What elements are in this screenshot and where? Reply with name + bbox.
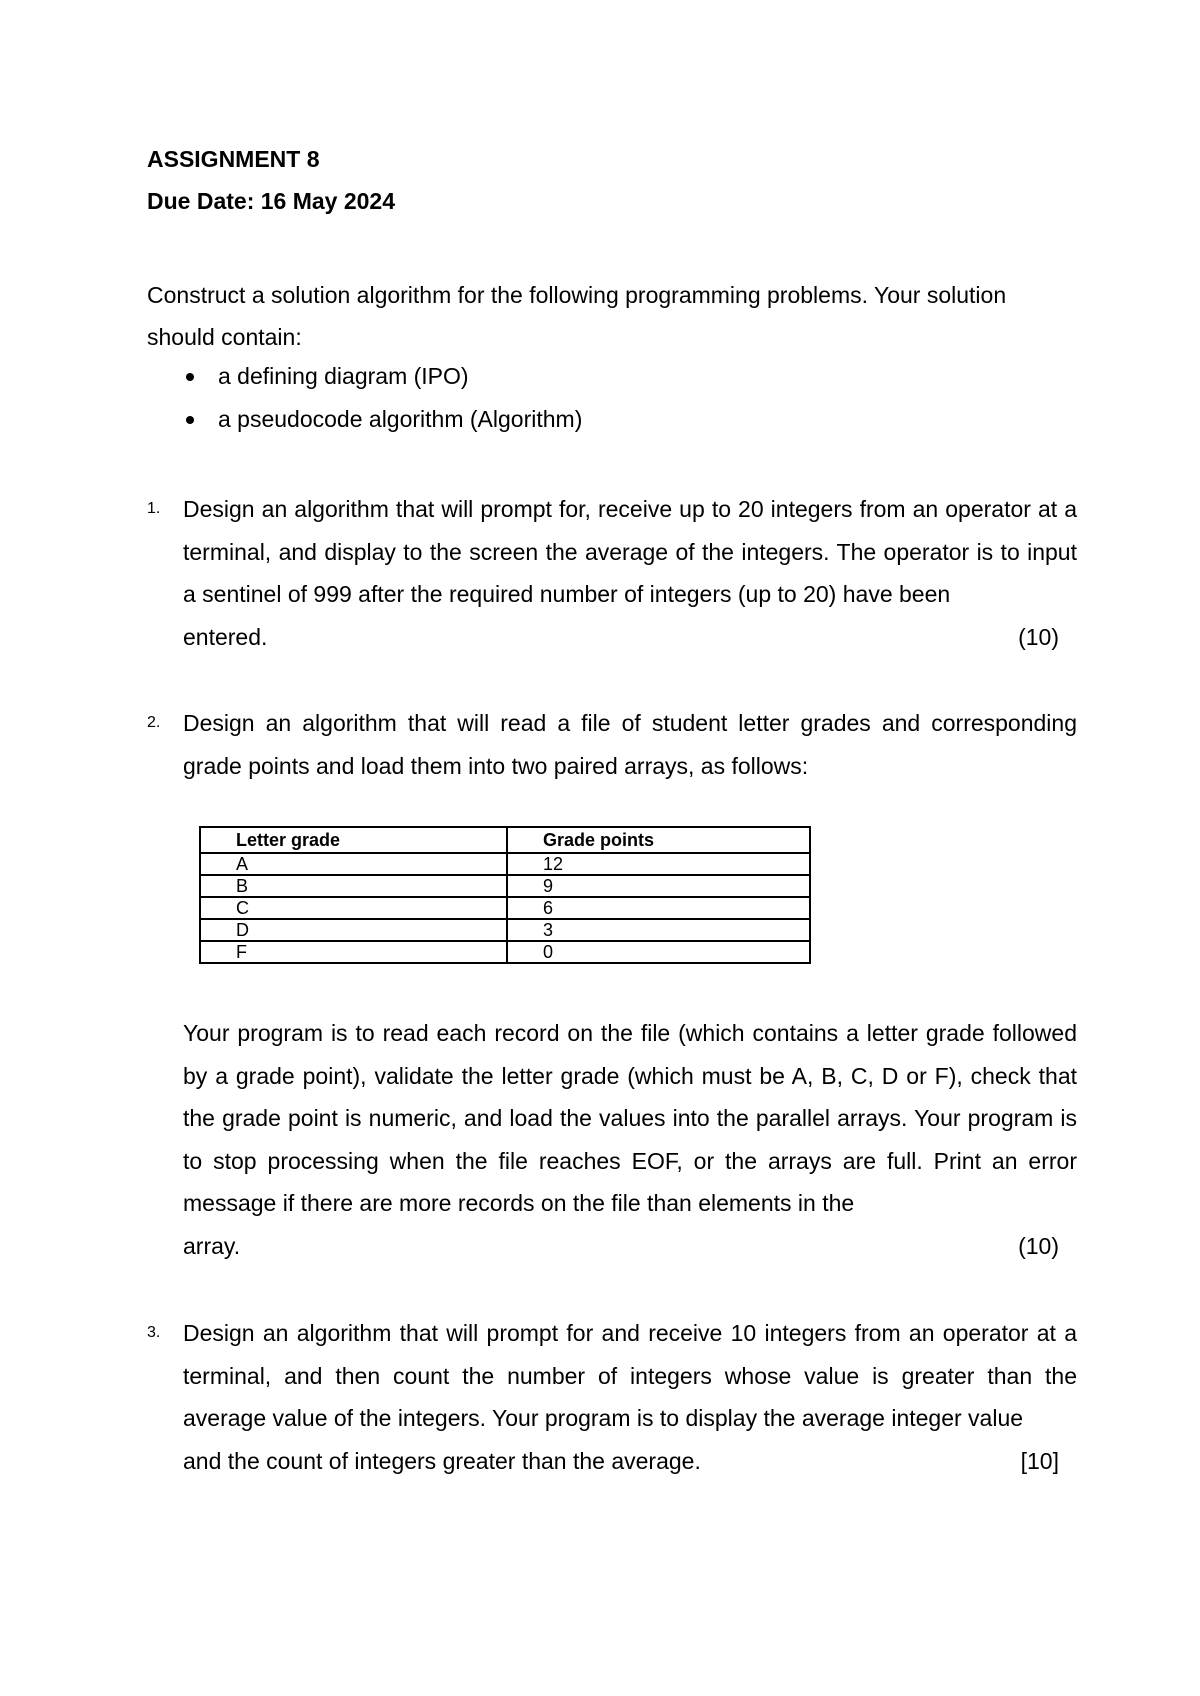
question-3 xyxy=(147,1312,1077,1482)
table-cell: 0 xyxy=(507,941,810,963)
question-number: 2. xyxy=(147,714,161,731)
table-row xyxy=(200,853,810,875)
question-number: 3. xyxy=(147,1324,161,1341)
question-marks: (10) xyxy=(1018,623,1059,650)
table-header-row xyxy=(200,827,810,853)
bullet-icon xyxy=(186,416,194,424)
table-cell: D xyxy=(200,919,507,941)
column-header-grade-points: Grade points xyxy=(507,827,810,853)
table-row xyxy=(200,897,810,919)
intro-paragraph: Construct a solution algorithm for the following programming problems. Your solution should contain: xyxy=(147,282,1007,350)
table-row xyxy=(200,941,810,963)
list-item-text: a defining diagram (IPO) xyxy=(218,363,469,389)
requirements-list xyxy=(180,355,582,441)
question-marks: (10) xyxy=(1018,1232,1059,1259)
question-last-line: and the count of integers greater than the average. xyxy=(183,1447,701,1474)
question-number: 1. xyxy=(147,500,161,517)
grades-table xyxy=(199,826,811,964)
question-text: Design an algorithm that will prompt for and receive 10 integers from an operator at a terminal, and then count the number of integers whose value is greater than the average value of the integers. Your program is to display the average integer value xyxy=(183,1320,1077,1431)
due-date: Due Date: 16 May 2024 xyxy=(147,188,396,214)
table-row xyxy=(200,919,810,941)
table-row xyxy=(200,875,810,897)
table-cell: 6 xyxy=(507,897,810,919)
table-cell: A xyxy=(200,853,507,875)
table-cell: F xyxy=(200,941,507,963)
table-cell: 9 xyxy=(507,875,810,897)
bullet-icon xyxy=(186,373,194,381)
question-last-line: entered. xyxy=(183,623,268,650)
table-cell: B xyxy=(200,875,507,897)
question-last-line: array. xyxy=(183,1232,241,1259)
question-text: Design an algorithm that will prompt for, receive up to 20 integers from an operator at a terminal, and display to the screen the average of the integers. The operator is to input a sentinel of 999 after the required number of integers (up to 20) have been xyxy=(183,496,1077,607)
question-followup-text: Your program is to read each record on the file (which contains a letter grade followed by a grade point), validate the letter grade (which must be A, B, C, D or F), check that the grade point is numeric, and load the values into the parallel arrays. Your program is to stop processing when the file reaches EOF, or the arrays are full. Print an error message if there are more records on the file than elements in the xyxy=(183,1020,1077,1216)
list-item xyxy=(180,355,582,398)
table-cell: C xyxy=(200,897,507,919)
column-header-letter-grade: Letter grade xyxy=(200,827,507,853)
question-marks: [10] xyxy=(1020,1447,1059,1474)
table-cell: 12 xyxy=(507,853,810,875)
question-text: Design an algorithm that will read a file of student letter grades and corresponding grade points and load them into two paired arrays, as follows: xyxy=(183,710,1077,779)
list-item-text: a pseudocode algorithm (Algorithm) xyxy=(218,406,583,432)
question-2-followup xyxy=(147,1012,1077,1267)
question-1 xyxy=(147,488,1077,658)
assignment-title: ASSIGNMENT 8 xyxy=(147,146,320,172)
list-item xyxy=(180,398,582,441)
question-2 xyxy=(147,702,1077,787)
table-cell: 3 xyxy=(507,919,810,941)
